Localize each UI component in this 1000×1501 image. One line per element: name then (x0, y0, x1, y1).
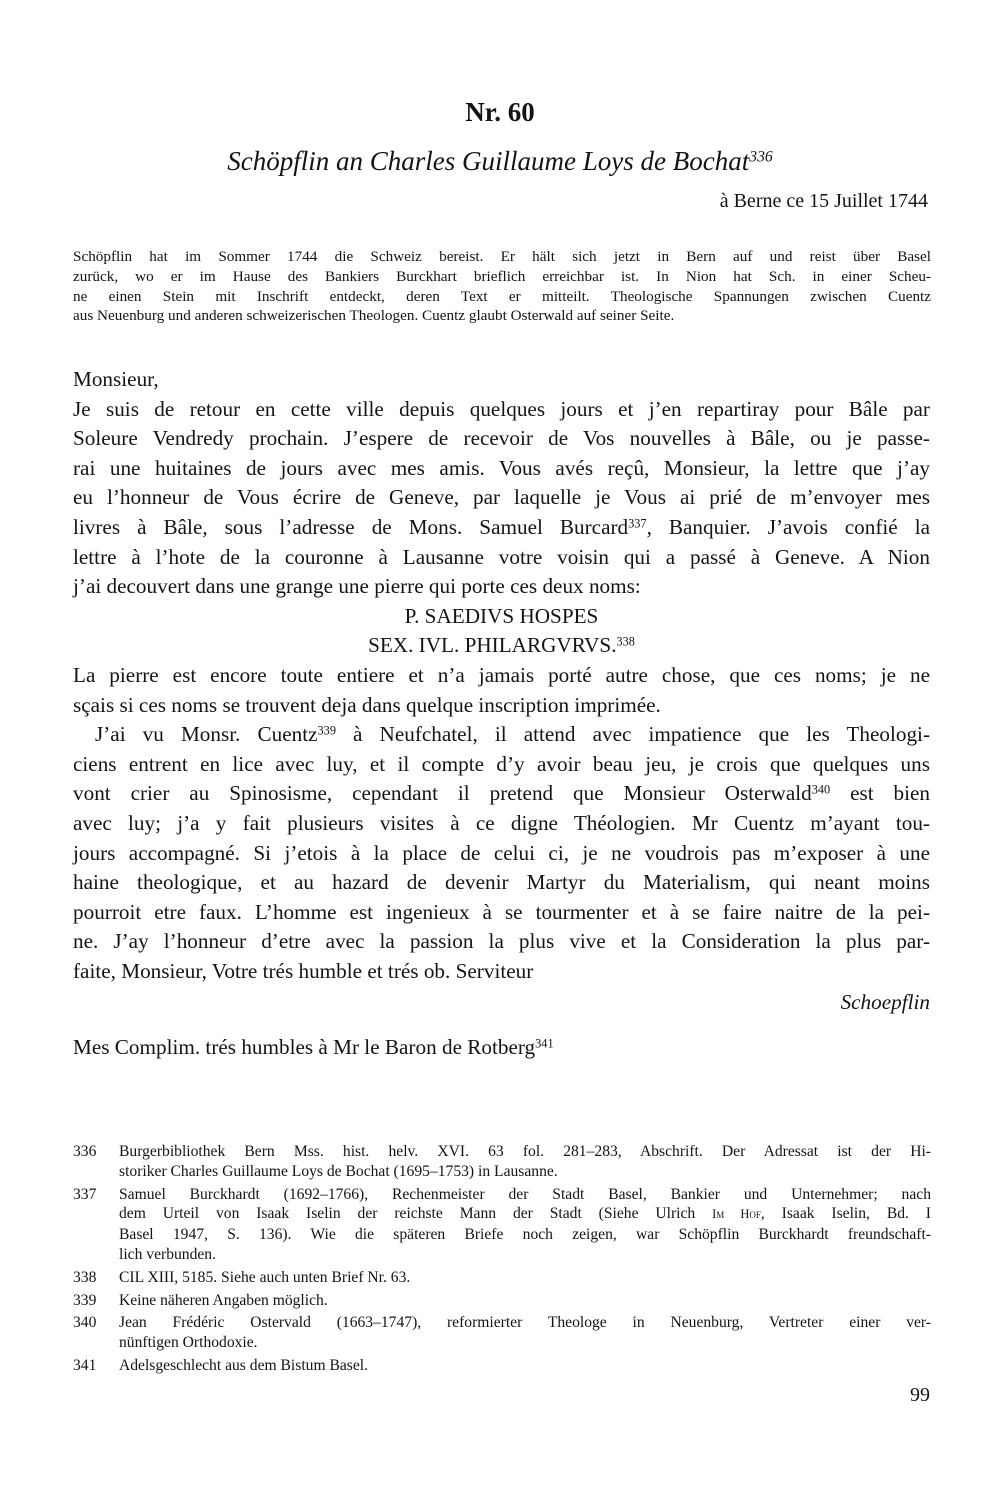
postscript (73, 1035, 554, 1060)
inscription-line (73, 631, 930, 661)
footnote-ref: 336 (749, 148, 773, 166)
page-number: 99 (910, 1384, 930, 1406)
letter-line (73, 779, 930, 809)
footnote-line: nünftigen Orthodoxie. (119, 1334, 258, 1352)
letter-line: eu l’honneur de Vous écrire de Geneve, par laquelle je Vous ai prié de m’envoyer mes (73, 485, 930, 510)
letter-text: livres à Bâle, sous l’adresse de Mons. Samuel Burcard (73, 514, 629, 539)
footnote-number: 341 (73, 1356, 97, 1374)
letter-line: Soleure Vendredy prochain. J’espere de recevoir de Vos nouvelles à Bâle, ou je passe- (73, 426, 930, 451)
editorial-summary (73, 247, 931, 326)
letter-line: ne. J’ay l’honneur d’etre avec la passion la plus vive et la Consideration la plus par- (73, 929, 930, 954)
summary-line: zurück, wo er im Hause des Bankiers Burckhart brieflich erreichbar ist. In Nion hat Sch. in einer Scheu- (73, 267, 931, 285)
footnote-line: Burgerbibliothek Bern Mss. hist. helv. XVI. 63 fol. 281–283, Abschrift. Der Adressat ist der Hi- (119, 1143, 931, 1160)
letter-line: faite, Monsieur, Votre trés humble et trés ob. Serviteur (73, 958, 534, 983)
inscription-line: P. SAEDIVS HOSPES (404, 603, 599, 628)
letter-title-text: Schöpflin an Charles Guillaume Loys de Bochat (227, 146, 750, 176)
footnote-line: Basel 1947, S. 136). Wie die späteren Briefe noch zeigen, war Schöpflin Burckhardt freundschaft- (119, 1226, 931, 1244)
footnote-336 (73, 1142, 931, 1182)
footnote-ref: 337 (628, 516, 647, 531)
footnote-number: 336 (73, 1143, 97, 1160)
summary-line: ne einen Stein mit Inschrift entdeckt, deren Text er mitteilt. Theologische Spannungen zwischen Cuentz (73, 287, 931, 305)
letter-line: haine theologique, et au hazard de devenir Martyr du Materialism, qui neant moins (73, 870, 930, 895)
footnote-line (119, 1204, 931, 1225)
footnote-line: CIL XIII, 5185. Siehe auch unten Brief Nr. 63. (119, 1268, 411, 1286)
summary-line: Schöpflin hat im Sommer 1744 die Schweiz bereist. Er hält sich jetzt in Bern auf und reist über Basel (73, 248, 931, 265)
letter-text: vont crier au Spinosisme, cependant il pretend que Monsieur Osterwald (73, 781, 812, 806)
letter-text: J’ai vu Monsr. Cuentz (95, 722, 318, 747)
signature: Schoepflin (840, 990, 930, 1014)
footnote-ref: 339 (317, 723, 336, 738)
letter-line: ciens entrent en lice avec luy, et il compte d’y avoir beau jeu, je crois que quelques uns (73, 751, 930, 776)
inscription-text: SEX. IVL. PHILARGVRVS. (368, 633, 617, 658)
footnote-338 (73, 1268, 931, 1288)
footnote-line: Jean Frédéric Ostervald (1663–1747), reformierter Theologe in Neuenburg, Vertreter einer ver- (119, 1314, 931, 1332)
letter-line: rai une huitaines de jours avec mes amis. Vous avés reçû, Monsieur, la lettre que j’ay (73, 455, 930, 480)
letter-line (73, 513, 930, 543)
dateline: à Berne ce 15 Juillet 1744 (719, 190, 928, 212)
footnote-number: 338 (73, 1268, 97, 1286)
footnote-line: storiker Charles Guillaume Loys de Bochat (1695–1753) in Lausanne. (119, 1162, 558, 1180)
letter-line: lettre à l’hote de la couronne à Lausanne votre voisin qui a passé à Geneve. A Nion (73, 544, 930, 569)
footnote-340 (73, 1313, 931, 1353)
footnotes (73, 1142, 931, 1379)
letter-text: , Banquier. J’avois confié la (646, 514, 931, 539)
footnote-text: , Isaak Iselin, Bd. I (760, 1205, 931, 1223)
footnote-smallcaps-name: Im Hof (712, 1207, 761, 1222)
footnote-line: lich verbunden. (119, 1245, 216, 1263)
letter-number-heading: Nr. 60 (465, 97, 535, 127)
footnote-number: 339 (73, 1291, 97, 1309)
footnote-number: 340 (73, 1314, 97, 1332)
footnote-ref: 340 (811, 782, 831, 797)
footnote-text: dem Urteil von Isaak Iselin der reichste Mann der Stadt (Siehe Ulrich (119, 1205, 713, 1223)
postscript-text: Mes Complim. trés humbles à Mr le Baron de Rotberg (73, 1035, 536, 1059)
letter-line: La pierre est encore toute entiere et n’a jamais porté autre chose, que ces noms; je ne (73, 662, 930, 687)
letter-body (73, 365, 930, 986)
footnote-ref: 338 (616, 634, 635, 649)
letter-text: est bien (830, 781, 931, 806)
footnote-line: Keine näheren Angaben möglich. (119, 1291, 328, 1309)
summary-line: aus Neuenburg und anderen schweizerischen Theologen. Cuentz glaubt Osterwald auf seiner Seite. (73, 307, 675, 325)
letter-title (70, 146, 930, 177)
letter-line (73, 720, 930, 750)
footnote-341 (73, 1356, 931, 1376)
footnote-337 (73, 1185, 931, 1265)
footnote-line: Samuel Burckhardt (1692–1766), Rechenmeister der Stadt Basel, Bankier und Unternehmer; nach (119, 1185, 931, 1203)
letter-line: jours accompagné. Si j’etois à la place de celui ci, je ne voudrois pas m’exposer à une (73, 840, 930, 865)
footnote-line: Adelsgeschlecht aus dem Bistum Basel. (119, 1356, 369, 1374)
letter-line: pourroit etre faux. L’homme est ingenieux à se tourmenter et à se faire naitre de la pei- (73, 899, 930, 924)
letter-line: Je suis de retour en cette ville depuis quelques jours et j’en repartiray pour Bâle par (73, 396, 930, 421)
letter-line: j’ai decouvert dans une grange une pierre qui porte ces deux noms: (73, 574, 641, 599)
footnote-number: 337 (73, 1185, 97, 1203)
letter-line: sçais si ces noms se trouvent deja dans quelque inscription imprimée. (73, 692, 661, 717)
letter-line: avec luy; j’a y fait plusieurs visites à ce digne Théologien. Mr Cuentz m’ayant tou- (73, 810, 930, 835)
footnote-339 (73, 1291, 931, 1311)
salutation: Monsieur, (73, 367, 159, 391)
footnote-ref: 341 (535, 1036, 554, 1051)
letter-text: à Neufchatel, il attend avec impatience que les Theologi- (335, 722, 930, 747)
